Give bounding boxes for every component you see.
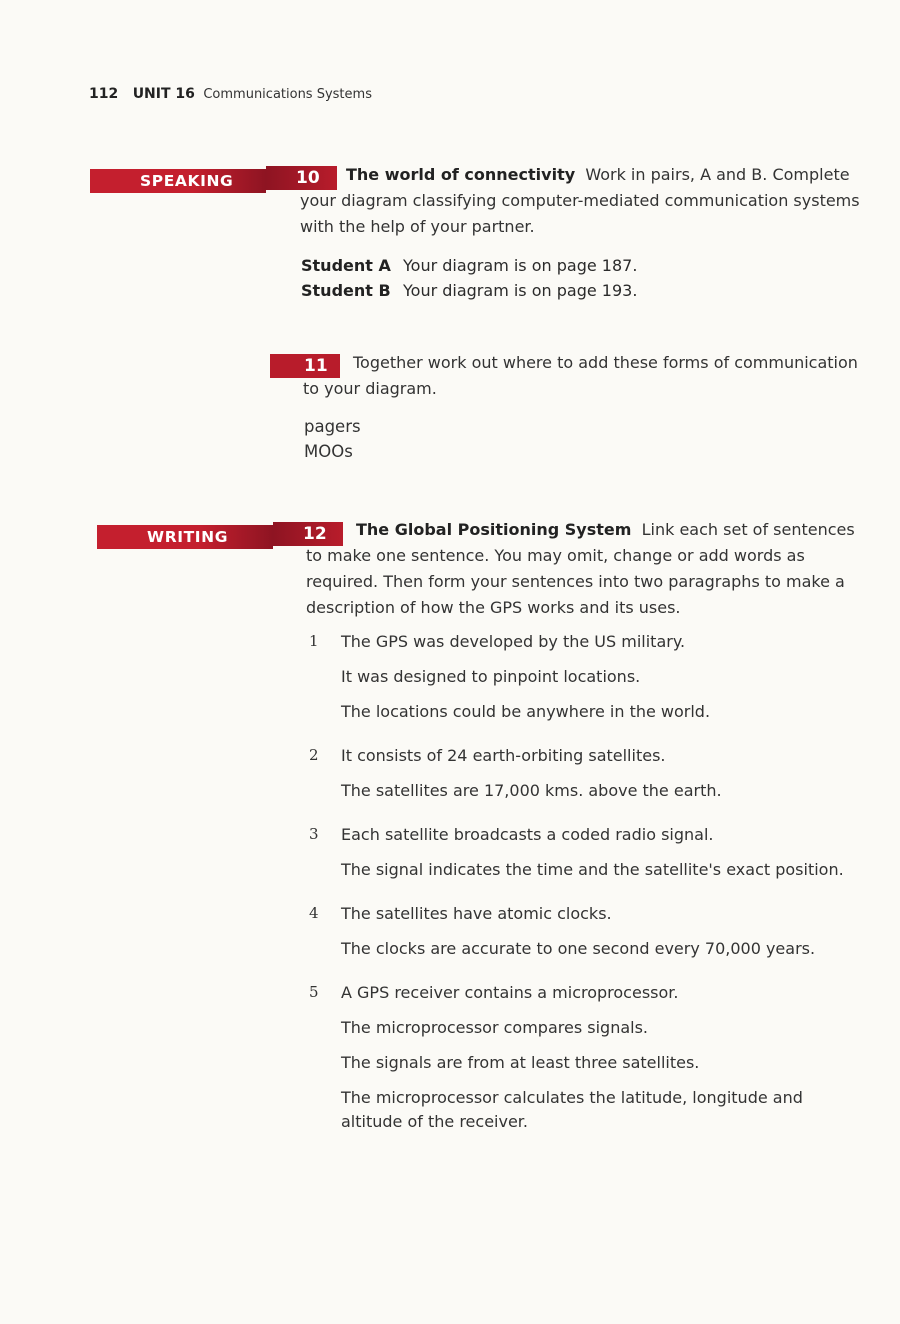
sentence: The satellites are 17,000 kms. above the earth. <box>341 781 722 800</box>
list-item <box>309 630 849 724</box>
student-a-row <box>301 253 637 278</box>
sentence: It consists of 24 earth-orbiting satellites. <box>341 746 666 765</box>
student-a-label: Student A <box>301 256 391 275</box>
writing-tag-label: WRITING <box>147 528 229 546</box>
sentence: The signals are from at least three satellites. <box>341 1053 700 1072</box>
item-number: 1 <box>309 632 319 650</box>
sentence: It was designed to pinpoint locations. <box>341 667 641 686</box>
exercise-10-text: Work in pairs, A and B. Complete your diagram classifying computer-mediated communication systems with the help of your partner. <box>300 165 860 236</box>
student-a-text: Your diagram is on page 187. <box>403 256 638 275</box>
student-b-label: Student B <box>301 281 391 300</box>
exercise-12-text: Link each set of sentences to make one sentence. You may omit, change or add words as required. Then form your sentences into two paragraphs to make a description of how the GPS works and its uses. <box>306 520 855 617</box>
student-pages <box>301 253 637 303</box>
item-number: 2 <box>309 746 319 764</box>
exercise-10-title: The world of connectivity <box>346 165 576 184</box>
sentence: The locations could be anywhere in the world. <box>341 702 711 721</box>
sentence: The clocks are accurate to one second every 70,000 years. <box>341 939 816 958</box>
sentence-sets <box>309 630 849 1154</box>
word-item: MOOs <box>304 442 353 461</box>
sentence: Each satellite broadcasts a coded radio signal. <box>341 825 714 844</box>
page-number: 112 <box>89 86 119 102</box>
list-item <box>309 902 849 961</box>
sentence: The GPS was developed by the US military. <box>341 632 686 651</box>
writing-section-tag <box>97 525 273 549</box>
exercise-12-title: The Global Positioning System <box>356 520 632 539</box>
page-header <box>89 86 372 102</box>
sentence: A GPS receiver contains a microprocessor. <box>341 983 679 1002</box>
word-item: pagers <box>304 417 361 436</box>
student-b-text: Your diagram is on page 193. <box>403 281 638 300</box>
item-number: 5 <box>309 983 319 1001</box>
communication-forms-list <box>304 414 361 464</box>
exercise-10-instructions <box>300 162 860 240</box>
exercise-12-instructions <box>306 517 858 621</box>
sentence: The satellites have atomic clocks. <box>341 904 612 923</box>
unit-title: Communications Systems <box>203 87 372 102</box>
list-item <box>309 823 849 882</box>
unit-label: UNIT 16 <box>132 86 195 102</box>
exercise-12-number: 12 <box>303 524 327 544</box>
student-b-row <box>301 278 637 303</box>
list-item <box>309 744 849 803</box>
exercise-10-number: 10 <box>296 168 320 188</box>
speaking-section-tag <box>90 169 266 193</box>
exercise-11-text: Together work out where to add these forms of communication to your diagram. <box>303 353 858 398</box>
item-number: 3 <box>309 825 319 843</box>
exercise-11-number: 11 <box>304 356 328 376</box>
exercise-11-instructions <box>303 350 858 402</box>
sentence: The signal indicates the time and the satellite's exact position. <box>341 860 844 879</box>
sentence: The microprocessor calculates the latitude, longitude and altitude of the receiver. <box>341 1088 803 1131</box>
item-number: 4 <box>309 904 319 922</box>
list-item <box>309 981 849 1134</box>
sentence: The microprocessor compares signals. <box>341 1018 648 1037</box>
speaking-tag-label: SPEAKING <box>140 172 234 190</box>
